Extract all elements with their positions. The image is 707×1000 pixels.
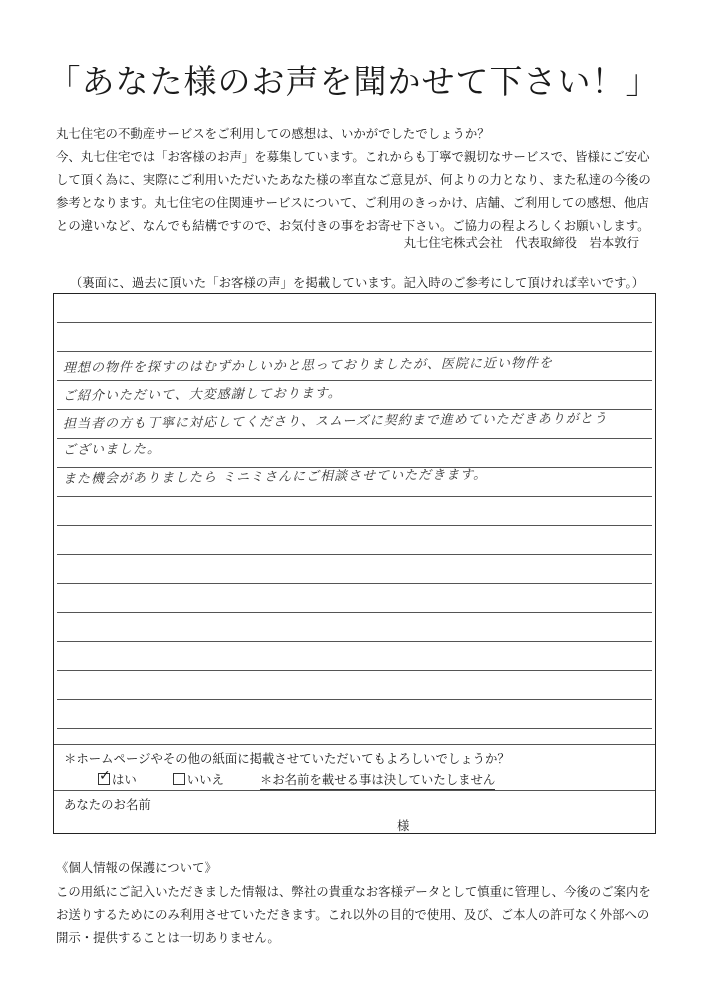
intro-line: 丸七住宅の不動産サービスをご利用しての感想は、いかがでしたでしょうか？ <box>56 126 490 141</box>
intro-line: 参考となります。丸七住宅の住関連サービスについて、ご利用のきっかけ、店舗、ご利用しての感想、他店 <box>56 195 649 210</box>
ruled-line <box>57 525 652 526</box>
handwritten-comment-line: 担当者の方も丁寧に対応してくださり、スムーズに契約まで進めていただきありがとう <box>62 411 608 432</box>
privacy-line: 開示・提供することは一切ありません。 <box>56 930 280 945</box>
option-no[interactable] <box>173 770 224 788</box>
ruled-line <box>57 322 652 323</box>
intro-line: 今、丸七住宅では「お客様のお声」を募集しています。これからも丁寧で親切なサービスで、皆様にご安心 <box>56 149 650 164</box>
handwritten-comment-line: 理想の物件を探すのはむずかしいかと思っておりましたが、医院に近い物件を <box>62 355 554 376</box>
intro-line: との違いなど、なんでも結構ですので、お気付きの事をお寄せ下さい。ご協力の程よろしくお願いします。 <box>56 218 650 233</box>
privacy-line: お送りするためにのみ利用させていただきます。これ以外の目的で使用、及び、ご本人の許可なく外部への <box>56 907 650 922</box>
privacy-line: この用紙にご記入いただきました情報は、弊社の貴重なお客様データとして慎重に管理し、今後のご案内を <box>56 884 651 899</box>
ruled-line <box>57 728 652 729</box>
ruled-line <box>57 699 652 700</box>
comment-form-box <box>53 293 656 834</box>
ruled-line <box>57 641 652 642</box>
intro-text <box>56 122 656 237</box>
handwritten-comment-line: ご紹介いただいて、大変感謝しております。 <box>62 386 342 404</box>
ruled-line <box>57 351 652 352</box>
ruled-line <box>57 612 652 613</box>
privacy-title: 《個人情報の保護について》 <box>56 860 217 875</box>
ruled-line <box>57 380 652 381</box>
no-checkbox[interactable] <box>173 773 185 785</box>
page-title: 「あなた様のお声を聞かせて下さい！」 <box>47 62 660 101</box>
section-divider <box>54 744 655 745</box>
reference-note: （裏面に、過去に頂いた「お客様の声」を掲載しています。記入時のご参考にして頂ければ幸いです。） <box>69 275 645 290</box>
ruled-line <box>57 670 652 671</box>
ruled-line <box>57 554 652 555</box>
option-yes[interactable] <box>98 770 137 788</box>
yes-label: はい <box>112 772 137 787</box>
privacy-text <box>56 880 666 949</box>
name-label: あなたのお名前 <box>64 797 151 812</box>
permission-question: ＊ホームページやその他の紙面に掲載させていただいてもよろしいでしょうか？ <box>64 751 510 766</box>
handwritten-comment-line: また機会がありましたら ミニミさんにご相談させていただきます。 <box>62 467 488 487</box>
yes-checkbox[interactable] <box>98 768 111 785</box>
section-divider <box>54 790 655 791</box>
ruled-line <box>57 583 652 584</box>
name-privacy-note: ＊お名前を載せる事は決していたしません <box>260 770 495 790</box>
company-signature: 丸七住宅株式会社 代表取締役 岩本敦行 <box>403 235 639 250</box>
honorific-sama: 様 <box>397 818 410 833</box>
handwritten-comment-line: ございました。 <box>62 441 162 458</box>
permission-options <box>98 770 495 790</box>
intro-line: して頂く為に、実際にご利用いただいたあなた様の率直なご意見が、何よりの力となり、また私達の今後の <box>56 172 651 187</box>
ruled-line <box>57 496 652 497</box>
no-label: いいえ <box>186 772 224 787</box>
checkmark-icon: ✓ <box>99 768 111 784</box>
